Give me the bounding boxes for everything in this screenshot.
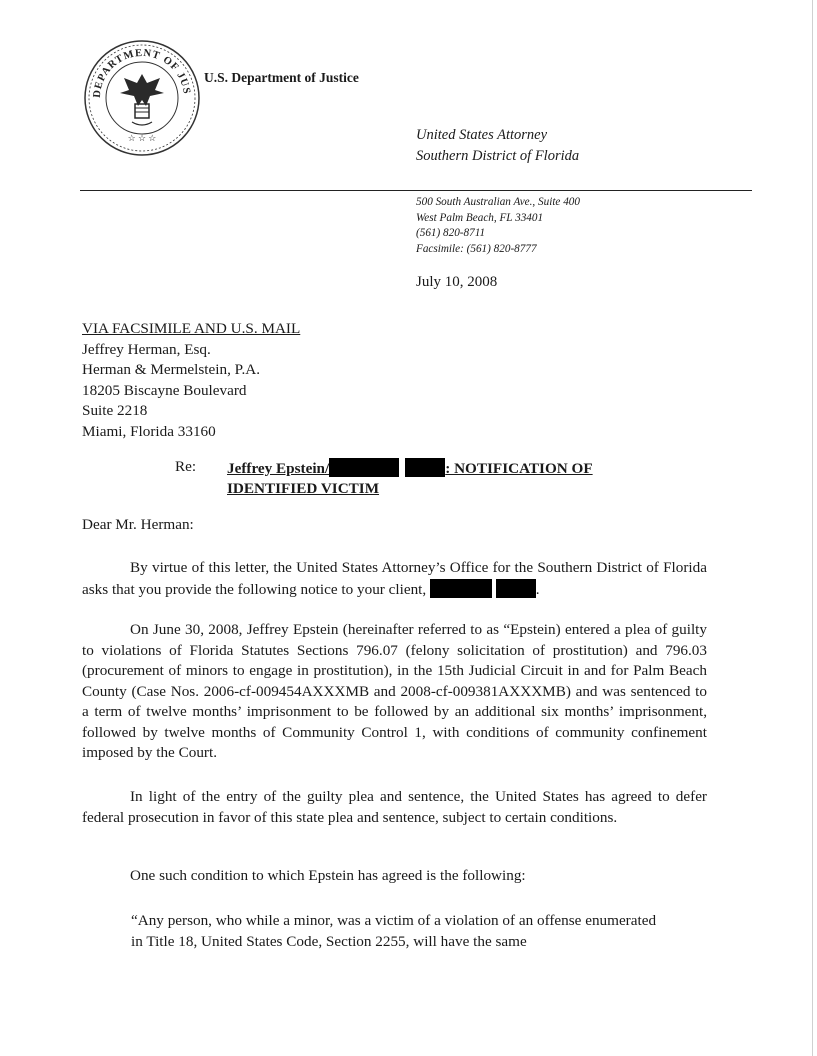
office-title: United States Attorney	[416, 127, 548, 143]
re-subject-tail: : NOTIFICATION OF	[445, 460, 593, 477]
paragraph-3-text: In light of the entry of the guilty plea and sentence, the United States has agreed to defer federal prosecution in favor of this state plea and sentence, subject to certain conditions.	[82, 788, 707, 826]
paragraph-3	[82, 787, 707, 828]
department-name: U.S. Department of Justice	[204, 70, 359, 85]
re-subject-name: Jeffrey Epstein/	[227, 460, 330, 477]
doj-seal-emblem	[82, 38, 202, 158]
fax-number: Facsimile: (561) 820-8777	[416, 242, 537, 255]
office-district: Southern District of Florida	[416, 148, 580, 164]
office-block	[416, 125, 579, 167]
address-line-1: 500 South Australian Ave., Suite 400	[416, 196, 580, 208]
recipient-suite: Suite 2218	[82, 402, 148, 419]
recipient-city: Miami, Florida 33160	[82, 422, 216, 440]
delivery-method: VIA FACSIMILE AND U.S. MAIL	[82, 320, 301, 337]
paragraph-1-end: .	[535, 580, 540, 598]
svg-text:☆ ☆ ☆: ☆ ☆ ☆	[127, 133, 157, 143]
page-edge-line	[812, 0, 813, 1056]
paragraph-1	[82, 558, 707, 600]
re-subject-line-1	[227, 458, 593, 478]
salutation: Dear Mr. Herman:	[82, 516, 194, 533]
quoted-condition: “Any person, who while a minor, was a victim of a violation of an offense enumerated in Title 18, United States Code, Section 2255, will have the same	[131, 912, 657, 950]
office-address	[416, 195, 580, 257]
redaction-bar	[430, 579, 492, 598]
paragraph-4-text: One such condition to which Epstein has agreed is the following:	[130, 867, 526, 884]
recipient-block	[82, 319, 300, 442]
paragraph-4	[82, 866, 707, 887]
paragraph-2-text: On June 30, 2008, Jeffrey Epstein (hereinafter referred to as “Epstein) entered a plea of guilty to violations of Florida Statutes Sections 796.07 (felony solicitation of prostitution) and 796.03 (procurement of minors to engage in prostitution), in the 15th Judicial Circuit in and for Palm Beach County (Case Nos. 2006-cf-009454AXXXMB and 2008-cf-009381AXXXMB) and was sentenced to a term of twelve months’ imprisonment to be followed by an additional six months’ imprisonment, followed by twelve months of Community Control 1, with conditions of community confinement imposed by the Court.	[82, 621, 707, 761]
re-label: Re:	[175, 458, 197, 475]
recipient-street: 18205 Biscayne Boulevard	[82, 381, 247, 399]
address-line-2: West Palm Beach, FL 33401	[416, 211, 544, 224]
letter-date: July 10, 2008	[416, 274, 498, 290]
phone-number: (561) 820-8711	[416, 227, 486, 239]
redaction-bar	[329, 458, 399, 477]
seal-text: DEPARTMENT OF JUS	[91, 47, 192, 99]
redaction-bar	[405, 458, 445, 477]
recipient-name: Jeffrey Herman, Esq.	[82, 340, 211, 358]
recipient-firm: Herman & Mermelstein, P.A.	[82, 361, 260, 378]
letterhead-divider	[80, 190, 752, 191]
redaction-bar	[496, 579, 536, 598]
paragraph-1-text: By virtue of this letter, the United States Attorney’s Office for the Southern District of Florida asks that you provide the following notice to your client,	[82, 559, 707, 598]
paragraph-2	[82, 620, 707, 764]
re-subject-line-2: IDENTIFIED VICTIM	[227, 480, 380, 497]
